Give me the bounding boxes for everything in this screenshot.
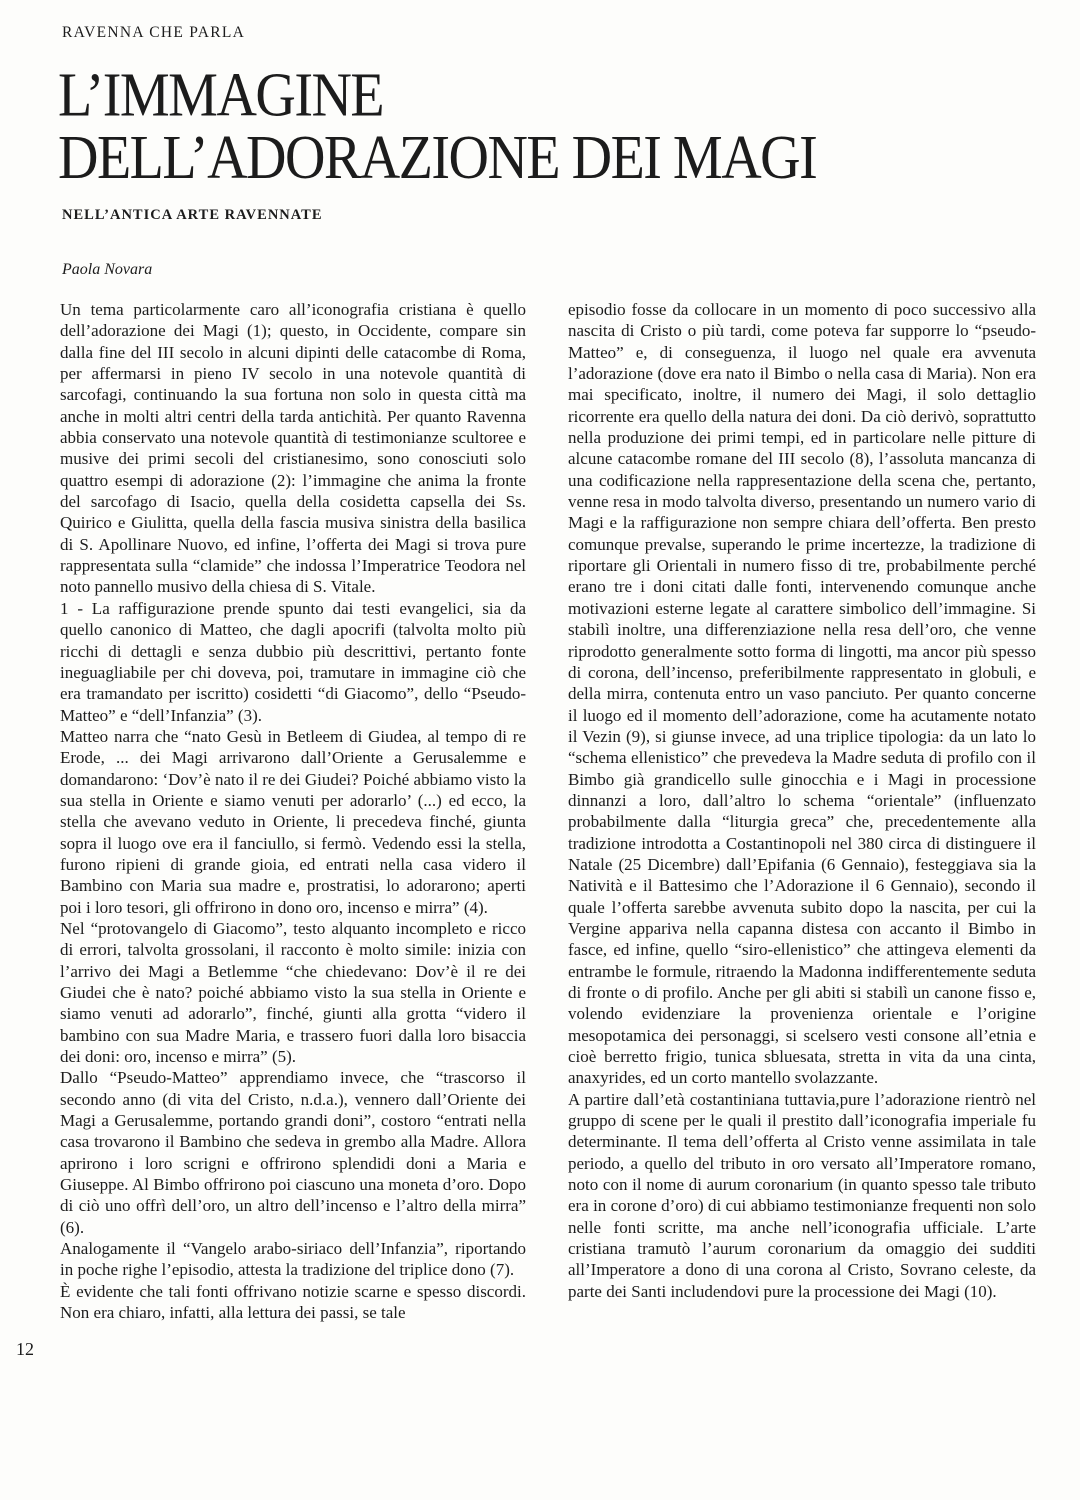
paragraph: 1 - La raffigurazione prende spunto dai testi evangelici, sia da quello canonico di Matteo, che dagli apocrifi (talvolta molto più ricchi di dettagli e senza dubbio più descrittivi, pertanto fonte ineguagliabile per chi doveva, poi, tramutare in immagine ciò che era tramandato per iscritto) cosidetti “di Giacomo”, dello “Pseudo-Matteo” e “dell’Infanzia” (3).: [60, 598, 526, 725]
paragraph: A partire dall’età costantiniana tuttavia,pure l’adorazione rientrò nel gruppo di scene per le quali il prestito dall’iconografia imperiale fu determinante. Il tema dell’offerta al Cristo venne assimilata in tale periodo, a quello del tributo in oro versato all’Imperatore romano, noto con il nome di aurum coronarium (in quanto spesso tale tributo era in corone d’oro) di cui abbiamo testimonianze frequenti non solo nelle fonti scritte, ma anche nell’iconografia ufficiale. L’arte cristiana tramutò l’aurum coronarium da omaggio dei sudditi all’Imperatore a dono di una corona al Cristo, Sovrano celeste, da parte dei Santi includendovi pure la processione dei Magi (10).: [568, 1089, 1036, 1301]
title-line-1: L’IMMAGINE: [58, 60, 384, 131]
paragraph: Un tema particolarmente caro all’iconografia cristiana è quello dell’adorazione dei Magi (1); questo, in Occidente, compare sin dalla fine del III secolo in alcuni dipinti delle catacombe di Roma, per affermarsi in pieno IV secolo in una notevole quantità di sarcofagi, continuando la sua fortuna non solo in questa città ma anche in molti altri centri della tarda antichità. Per quanto Ravenna abbia conservato una notevole quantità di testimonianze scultoree e musive dei primi secoli del cristianesimo, sono conosciuti solo quattro esempi di adorazione (2): l’immagine che anima la fronte del sarcofago di Isacio, quella della cosidetta capsella dei Ss. Quirico e Giulitta, quella della fascia musiva sinistra della basilica di S. Apollinare Nuovo, ed infine, l’offerta dei Magi si trova pure rappresentata sulla “clamide” che indossa l’Imperatrice Teodora nel noto pannello musivo della chiesa di S. Vitale.: [60, 300, 526, 597]
paragraph: Matteo narra che “nato Gesù in Betleem di Giudea, al tempo di re Erode, ... dei Magi arrivarono dall’Oriente a Gerusalemme e domandarono: ‘Dov’è nato il re dei Giudei? Poiché abbiamo visto la sua stella in Oriente e siamo venuti per adorarlo’ (...) ed ecco, la stella che avevano veduto in Oriente, li precedeva finché, giunta sopra il luogo ove era il fanciullo, si fermò. Vedendo essi la stella, furono ripieni di grande gioia, ed entrati nella casa videro il Bambino con Maria sua madre e, prostratisi, lo adorarono; aperti poi i loro tesori, gli offrirono in dono oro, incenso e mirra” (4).: [60, 726, 526, 917]
kicker: RAVENNA CHE PARLA: [62, 24, 246, 41]
left-column: [60, 299, 526, 1324]
paragraph: Dallo “Pseudo-Matteo” apprendiamo invece, che “trascorso il secondo anno (di vita del Cristo, n.d.a.), vennero dall’Oriente dei Magi a Gerusalemme, portando grandi doni”, costoro “entrati nella casa trovarono il Bambino che sedeva in grembo alla Madre. Allora aprirono i loro scrigni e offrirono splendidi doni a Maria e Giuseppe. Al Bimbo offrirono poi ciascuno una moneta d’oro. Dopo di ciò uno offrì dell’oro, un altro dell’incenso e l’altro della mirra” (6).: [60, 1068, 526, 1237]
author: Paola Novara: [62, 261, 153, 278]
page-number: 12: [16, 1339, 34, 1359]
paragraph: episodio fosse da collocare in un momento di poco successivo alla nascita di Cristo o più tardi, come poteva far supporre lo “pseudo-Matteo” e, di conseguenza, il luogo nel quale era avvenuta l’adorazione (dove era nato il Bimbo o nella casa di Maria). Non era mai specificato, inoltre, il numero dei Magi, il solo dettaglio ricorrente era quello della natura dei doni. Da ciò derivò, soprattutto nella produzione dei primi tempi, ed in particolare nelle pitture di alcune catacombe romane del III secolo (8), l’assoluta mancanza di una codificazione nella rappresentazione della scena che, pertanto, venne resa in modo talvolta diverso, presentando un numero vario di Magi e la raffigurazione non sempre chiara dell’offerta. Ben presto comunque prevalse, superando le prime incertezze, la tradizione di riportare gli Orientali in numero fisso di tre, probabilmente perché erano tre i doni citati dalle fonti, intervenendo comunque anche motivazioni esterne legate al carattere simbolico dell’immagine. Si stabilì inoltre, una differenziazione nella resa dell’oro, che venne riprodotto generalmente sotto forma di lingotti, ma ancor più spesso di corona, dell’incenso, preferibilmente rappresentato in globuli, e della mirra, contenuta entro un vaso panciuto. Per quanto concerne il luogo ed il momento dell’adorazione, come ha acutamente notato il Vezin (9), si giunse invece, ad una triplice tipologia: da un lato lo “schema ellenistico” che prevedeva la Madre seduta di profilo con il Bimbo già grandicello sulle ginocchia e i Magi in processione dinnanzi a loro, dall’altro lo schema “orientale” (influenzato probabilmente dalla “liturgia greca” che, precedentemente alla tradizione introdotta a Costantinopoli nel 380 circa di distinguere il Natale (25 Dicembre) dall’Epifania (6 Gennaio), festeggiava sia la Natività e il Battesimo che l’Adorazione il 6 Gennaio), secondo il quale l’offerta sarebbe avvenuta subito dopo la nascita, per cui la Vergine appariva nella capanna distesa con accanto il Bimbo in fasce, ed infine, quello “siro-ellenistico” che attingeva elementi da entrambe le formule, ritraendo la Madonna indifferentemente seduta di fronte o di profilo. Anche per gli abiti si stabilì un canone fisso e, volendo evidenziare la provenienza orientale e l’origine mesopotamica dei personaggi, si scelsero vesti consone all’etnia e cioè berretto frigio, tunica sbluesata, stretta in vita da una cinta, anaxyrides, ed un corto mantello svolazzante.: [568, 300, 1036, 1088]
article-title: [58, 60, 817, 193]
paragraph: Nel “protovangelo di Giacomo”, testo alquanto incompleto e ricco di errori, talvolta grossolani, il racconto è molto simile: inizia con l’arrivo dei Magi a Betlemme “che chiedevano: Dov’è il re dei Giudei che è nato? poiché abbiamo visto la sua stella in Oriente e siamo venuti ad adorarlo”, finché, giunti alla grotta “videro il bambino con sua Madre Maria, e trassero fuori dalla loro bisaccia dei doni: oro, incenso e mirra” (5).: [60, 918, 526, 1067]
subtitle: NELL’ANTICA ARTE RAVENNATE: [62, 207, 323, 223]
paragraph: Analogamente il “Vangelo arabo-siriaco dell’Infanzia”, riportando in poche righe l’episodio, attesta la tradizione del triplice dono (7).: [60, 1239, 526, 1280]
title-line-2: DELL’ADORAZIONE DEI MAGI: [58, 123, 817, 193]
right-column: [568, 299, 1036, 1302]
paragraph: È evidente che tali fonti offrivano notizie scarne e spesso discordi. Non era chiaro, infatti, alla lettura dei passi, se tale: [60, 1281, 526, 1323]
